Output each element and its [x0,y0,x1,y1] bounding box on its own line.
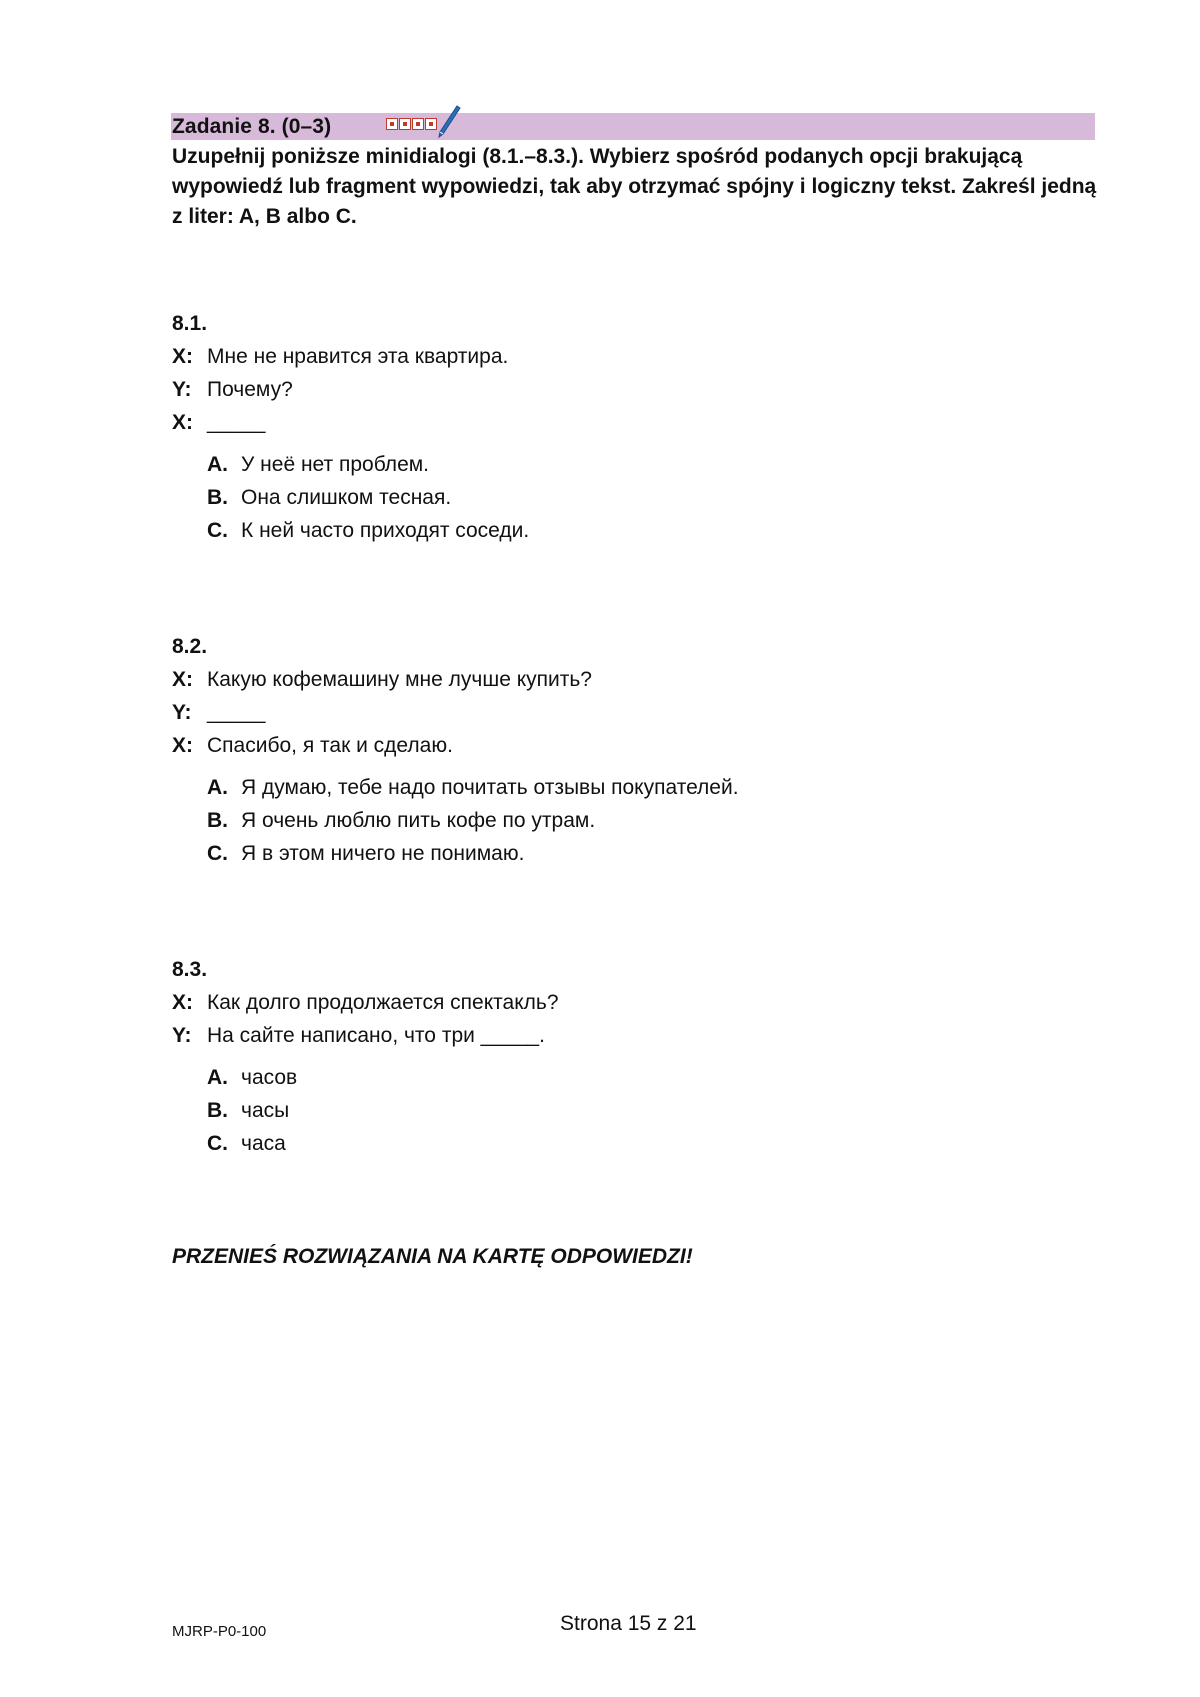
option-letter[interactable]: C. [207,842,228,865]
dialogue-section-8-3 [172,955,1072,1162]
answer-options [172,450,1072,546]
option-letter[interactable]: C. [207,1132,228,1155]
speaker-label: X: [172,345,193,368]
line-text: Спасибо, я так и сделаю. [207,734,453,757]
option-text: Я думаю, тебе надо почитать отзывы покупателей. [241,776,739,799]
answer-option-a[interactable] [207,1063,1072,1093]
option-text: Я в этом ничего не понимаю. [241,842,525,865]
option-text: часов [241,1066,298,1089]
speaker-label: X: [172,668,193,691]
line-text: Мне не нравится эта квартира. [207,345,509,368]
answer-blank: _____ [207,701,266,724]
answer-blank: _____ [207,411,266,434]
line-text: Какую кофемашину мне лучше купить? [207,668,592,691]
answer-option-a[interactable] [207,773,1072,803]
section-number: 8.3. [172,958,208,981]
dialogue-line [172,665,1072,695]
section-number: 8.2. [172,635,208,658]
answer-option-b[interactable] [207,806,1072,836]
answer-options [172,1063,1072,1159]
transfer-answers-note: PRZENIEŚ ROZWIĄZANIA NA KARTĘ ODPOWIEDZI! [172,1245,693,1268]
line-text: На сайте написано, что три _____. [207,1024,545,1047]
option-letter[interactable]: A. [207,453,228,476]
answer-options [172,773,1072,869]
option-letter[interactable]: B. [207,809,228,832]
option-letter[interactable]: A. [207,776,228,799]
option-text: часа [241,1132,286,1155]
task-instruction: Uzupełnij poniższe minidialogi (8.1.–8.3.). Wybierz spośród podanych opcji brakującą wypowiedź lub fragment wypowiedzi, tak aby otrzymać spójny i logiczny tekst. Zakreśl jedną z liter: A, B albo C. [172,145,1097,228]
task-title: Zadanie 8. (0–3) [172,115,332,138]
dialogue-line [172,342,1072,372]
dialogue-line [172,408,1072,438]
option-text: Она слишком тесная. [241,486,452,509]
pen-icon [435,104,461,138]
option-text: У неё нет проблем. [241,453,430,476]
line-text: Почему? [207,378,293,401]
answer-option-c[interactable] [207,516,1072,546]
answer-option-a[interactable] [207,450,1072,480]
dialogue-line [172,375,1072,405]
dialogue-line [172,731,1072,761]
exam-code: MJRP-P0-100 [172,1623,267,1640]
answer-option-c[interactable] [207,839,1072,869]
answer-option-b[interactable] [207,483,1072,513]
section-number: 8.1. [172,312,208,335]
speaker-label: Y: [172,378,192,401]
dialogue-line [172,698,1072,728]
answer-option-b[interactable] [207,1096,1072,1126]
page-number: Strona 15 z 21 [560,1612,697,1635]
option-letter[interactable]: C. [207,519,228,542]
answer-option-c[interactable] [207,1129,1072,1159]
option-text: К ней часто приходят соседи. [241,519,530,542]
speaker-label: Y: [172,701,192,724]
option-letter[interactable]: A. [207,1066,228,1089]
option-text: Я очень люблю пить кофе по утрам. [241,809,596,832]
speaker-label: Y: [172,1024,192,1047]
speaker-label: X: [172,411,193,434]
skill-squares-icon [386,118,437,130]
option-letter[interactable]: B. [207,1099,228,1122]
option-text: часы [241,1099,290,1122]
speaker-label: X: [172,991,193,1014]
speaker-label: X: [172,734,193,757]
dialogue-line [172,988,1072,1018]
dialogue-line [172,1021,1072,1051]
line-text: Как долго продолжается спектакль? [207,991,559,1014]
dialogue-section-8-2 [172,632,1072,872]
dialogue-section-8-1 [172,309,1072,549]
option-letter[interactable]: B. [207,486,228,509]
